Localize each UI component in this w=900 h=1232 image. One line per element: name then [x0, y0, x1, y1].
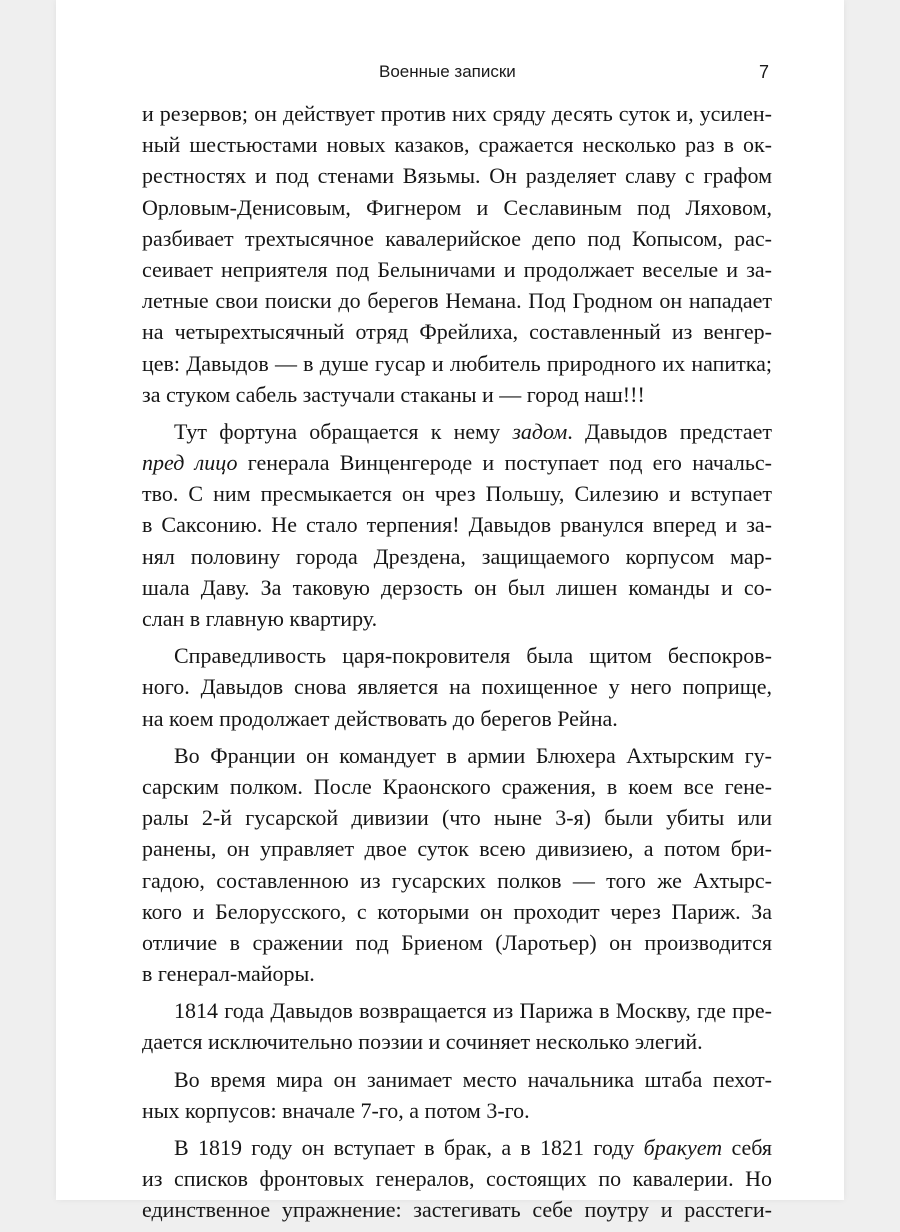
text-line: рестностях и под стенами Вязьмы. Он разделяет славу с графом: [142, 163, 772, 189]
italic-emphasis: пред лицо: [142, 450, 238, 476]
italic-emphasis: бракует: [643, 1135, 723, 1160]
text-line: [142, 416, 772, 447]
text-line: цев: Давыдов — в душе гусар и любитель природного их напитка;: [142, 350, 772, 376]
paragraph-3: [142, 640, 772, 734]
text-line: за стуком сабель застучали стаканы и — город наш!!!: [142, 381, 645, 407]
paragraph-7: [142, 1132, 772, 1226]
text-line: нял половину города Дрездена, защищаемого корпусом мар-: [142, 543, 772, 569]
text-line: на коем продолжает действовать до берегов Рейна.: [142, 705, 618, 731]
text-line: слан в главную квартиру.: [142, 606, 378, 631]
running-title: Военные записки: [379, 62, 516, 81]
paragraph-1: [142, 98, 772, 410]
text-line: 1814 года Давыдов возвращается из Парижа в Москву, где пре-: [174, 998, 772, 1024]
text-run: Тут фортуна обращается к нему: [174, 418, 513, 444]
text-run: генерала Винценгероде и поступает под его начальс-: [237, 450, 772, 476]
paragraph-4: [142, 740, 772, 990]
text-line: разбивает трехтысячное кавалерийское депо под Копысом, рас-: [142, 225, 772, 251]
text-line: отличие в сражении под Бриеном (Ларотьер) он производится: [142, 929, 772, 955]
text-line: единственное упражнение: застегивать себе поутру и расстеги-: [142, 1197, 772, 1223]
text-run: себя: [722, 1135, 773, 1160]
text-line: сеивает неприятеля под Белыничами и продолжает веселые и за-: [142, 256, 772, 282]
book-page: [56, 0, 844, 1223]
italic-emphasis: задом: [512, 418, 568, 444]
text-run: В 1819 году он вступает в брак, а в 1821 году: [174, 1135, 644, 1160]
text-line: ного. Давыдов снова является на похищенное у него поприще,: [142, 674, 772, 700]
page-number: 7: [759, 62, 770, 82]
text-line: дается исключительно поэзии и сочиняет несколько элегий.: [142, 1029, 703, 1055]
text-line: гадою, составленною из гусарских полков — того же Ахтырс-: [142, 867, 772, 893]
text-line: Орловым-Денисовым, Фигнером и Сеславиным под Ляховом,: [142, 194, 772, 220]
text-line: летные свои поиски до берегов Немана. Под Гродном он нападает: [142, 288, 772, 314]
running-header: [56, 62, 844, 86]
text-line: Во Франции он командует в армии Блюхера Ахтырским гу-: [174, 742, 772, 768]
text-line: на четырехтысячный отряд Фрейлиха, составленный из венгер-: [142, 319, 772, 345]
text-run: . Давыдов предстает: [567, 418, 772, 444]
text-line: сарским полком. После Краонского сражения, в коем все генe-: [142, 773, 772, 799]
text-line: [142, 447, 772, 478]
text-line: в Саксонию. Не стало терпения! Давыдов рванулся вперед и за-: [142, 512, 772, 538]
text-line: ный шестьюстами новых казаков, сражается несколько раз в ок-: [142, 132, 772, 158]
paragraph-6: [142, 1064, 772, 1126]
text-line: ранены, он управляет двое суток всею дивизиею, а потом бри-: [142, 836, 772, 862]
text-line: Во время мира он занимает место начальника штаба пехот-: [174, 1066, 772, 1092]
text-line: Справедливость царя-покровителя была щитом беспокров-: [174, 643, 772, 669]
text-line: из списков фронтовых генералов, состоящих по кавалерии. Но: [142, 1166, 772, 1192]
text-line: ралы 2-й гусарской дивизии (что ныне 3-я) были убиты или: [142, 805, 772, 831]
text-line: ных корпусов: вначале 7-го, а потом 3-го.: [142, 1097, 530, 1123]
text-line: [142, 1132, 772, 1163]
paragraph-2: [142, 416, 772, 634]
text-line: тво. С ним пресмыкается он чрез Польшу, Силезию и вступает: [142, 481, 772, 507]
body-text: [142, 98, 772, 1232]
text-line: и резервов; он действует против них сряду десять суток и, усилен-: [142, 101, 772, 126]
text-line: в генерал-майоры.: [142, 961, 315, 987]
text-line: шала Даву. За таковую дерзость он был лишен команды и со-: [142, 574, 772, 600]
paragraph-5: [142, 995, 772, 1057]
text-line: кого и Белорусского, с которыми он проходит через Париж. За: [142, 898, 772, 924]
